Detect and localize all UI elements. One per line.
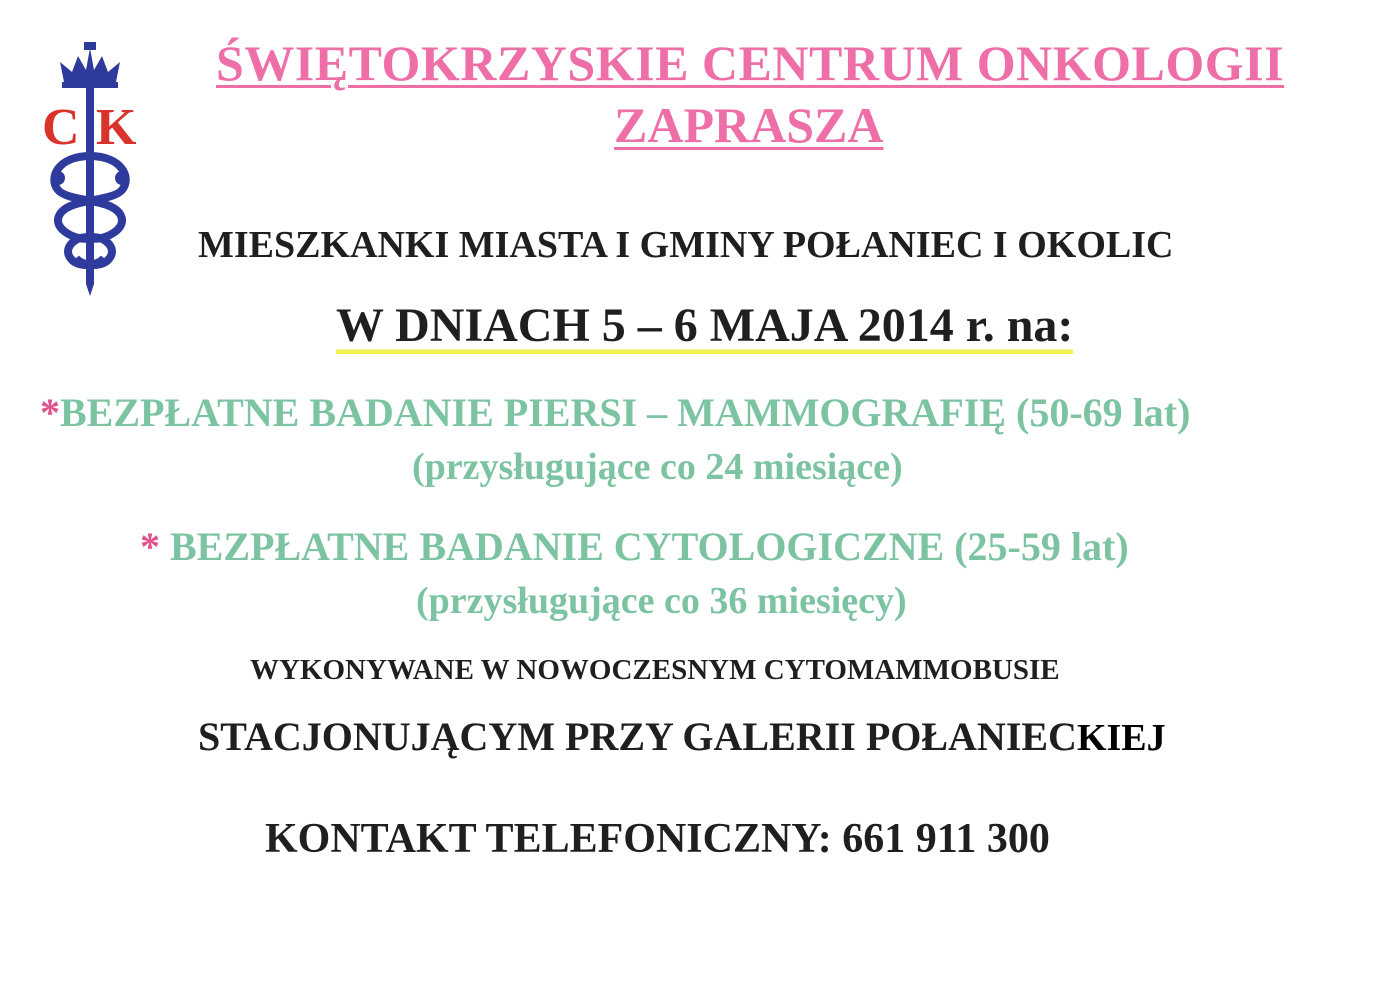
location-main: STACJONUJĄCYM PRZY GALERII POŁANIEC	[198, 714, 1077, 759]
location-line	[198, 714, 1166, 759]
logo-letter-c: C	[42, 99, 80, 156]
offer-cytology	[140, 524, 1129, 569]
offer-name: BEZPŁATNE BADANIE PIERSI – MAMMOGRAFIĘ (50-69 lat)	[60, 390, 1191, 435]
audience-line: MIESZKANKI MIASTA I GMINY POŁANIEC I OKOLIC	[198, 224, 1174, 266]
offer-mammography-note: (przysługujące co 24 miesiące)	[412, 446, 903, 488]
logo-letter-k: K	[96, 99, 137, 156]
oncology-center-crest-icon	[38, 38, 142, 300]
offer-bullet: *	[140, 524, 160, 569]
offer-name: BEZPŁATNE BADANIE CYTOLOGICZNE (25-59 lat)	[160, 524, 1129, 569]
contact-phone-line: KONTAKT TELEFONICZNY: 661 911 300	[265, 816, 1050, 862]
offer-mammography	[40, 390, 1191, 435]
offer-cytology-note: (przysługujące co 36 miesięcy)	[416, 580, 907, 622]
poster-title-line-1: ŚWIĘTOKRZYSKIE CENTRUM ONKOLOGII	[216, 35, 1285, 91]
location-tail: KIEJ	[1076, 717, 1166, 759]
dates-text: W DNIACH 5 – 6 MAJA 2014 r. na:	[336, 299, 1074, 352]
offer-bullet: *	[40, 390, 60, 435]
performed-in-line: WYKONYWANE W NOWOCZESNYM CYTOMAMMOBUSIE	[250, 654, 1060, 686]
poster-title-line-2: ZAPRASZA	[614, 97, 884, 153]
dates-line	[336, 299, 1074, 352]
